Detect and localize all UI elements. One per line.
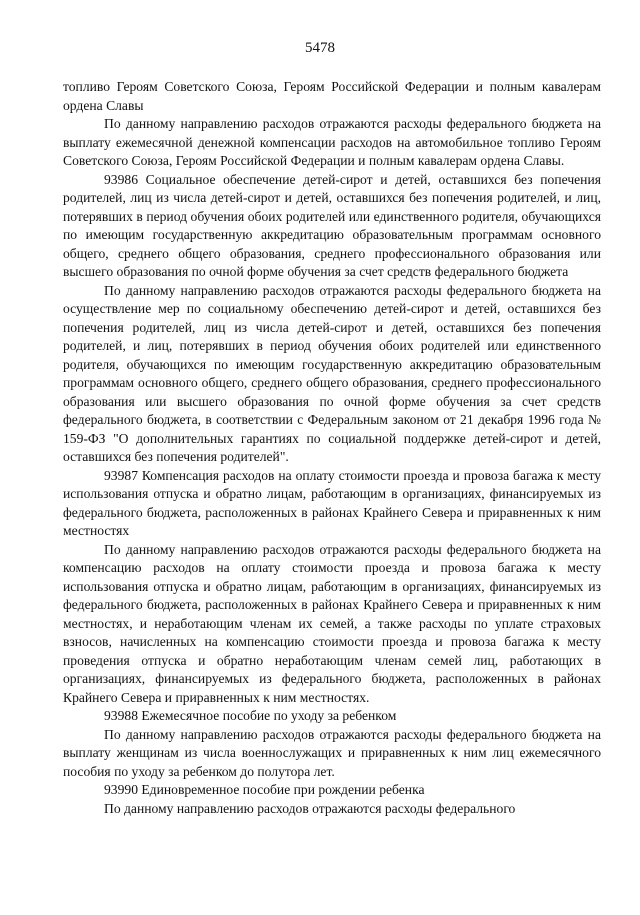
paragraph-code-heading: 93990 Единовременное пособие при рождении ребенка	[104, 782, 425, 797]
paragraph-description: По данному направлению расходов отражаются расходы федерального бюджета на компенсацию расходов на оплату стоимости проезда и провоза багажа к месту использования отпуска и обратно лицам, работающим в организациях, финансируемых из федерального бюджета, расположенных в районах Крайнего Севера и приравненных к ним местностях, и неработающим членам их семей, а также расходы по уплате страховых взносов, начисленных на компенсацию стоимости проезда и провоза багажа к месту проведения отпуска и обратно неработающим членам семей лиц, работающих в организациях, финансируемых из федерального бюджета, расположенных в районах Крайнего Севера и приравненных к ним местностях.	[63, 541, 601, 705]
paragraph-continuation: топливо Героям Советского Союза, Героям Российской Федерации и полным кавалерам ордена Славы	[63, 79, 601, 113]
paragraph-description: По данному направлению расходов отражаются расходы федерального бюджета на выплату женщинам из числа военнослужащих и приравненных к ним лиц ежемесячного пособия по уходу за ребенком до полутора лет.	[63, 726, 601, 779]
paragraph-description: По данному направлению расходов отражаются расходы федерального бюджета на выплату ежемесячной денежной компенсации расходов на автомобильное топливо Героям Советского Союза, Героям Российской Федерации и полным кавалерам ордена Славы.	[63, 116, 601, 168]
paragraph-description: По данному направлению расходов отражаются расходы федерального бюджета на осуществление мер по социальному обеспечению детей-сирот и детей, оставшихся без попечения родителей, лиц из числа детей-сирот и детей, оставшихся без попечения родителей, и лиц, потерявших в период обучения обоих родителей или единственного родителя, обучающихся по имеющим государственную аккредитацию образовательным программам основного общего, среднего общего образования, среднего профессионального образования или высшего образования по очной форме обучения за счет средств федерального бюджета, в соответствии с Федеральным законом от 21 декабря 1996 года № 159-ФЗ "О дополнительных гарантиях по социальной поддержке детей-сирот и детей, оставшихся без попечения родителей".	[63, 282, 601, 464]
page-number: 5478	[305, 40, 335, 56]
paragraph-code-heading: 93988 Ежемесячное пособие по уходу за ребенком	[104, 708, 397, 723]
document-body	[63, 78, 601, 818]
paragraph-code-heading: 93987 Компенсация расходов на оплату стоимости проезда и провоза багажа к месту использования отпуска и обратно лицам, работающим в организациях, финансируемых из федерального бюджета, расположенных в районах Крайнего Севера и приравненных к ним местностях	[63, 467, 601, 538]
paragraph-code-heading: 93986 Социальное обеспечение детей-сирот и детей, оставшихся без попечения родителей, лиц из числа детей-сирот и детей, оставшихся без попечения родителей, и лиц, потерявших в период обучения обоих родителей или единственного родителя, обучающихся по имеющим государственную аккредитацию образовательным программам основного общего, среднего общего образования, среднего профессионального образования или высшего образования по очной форме обучения за счет средств федерального бюджета	[63, 171, 601, 279]
paragraph-description: По данному направлению расходов отражаются расходы федерального	[104, 800, 516, 816]
